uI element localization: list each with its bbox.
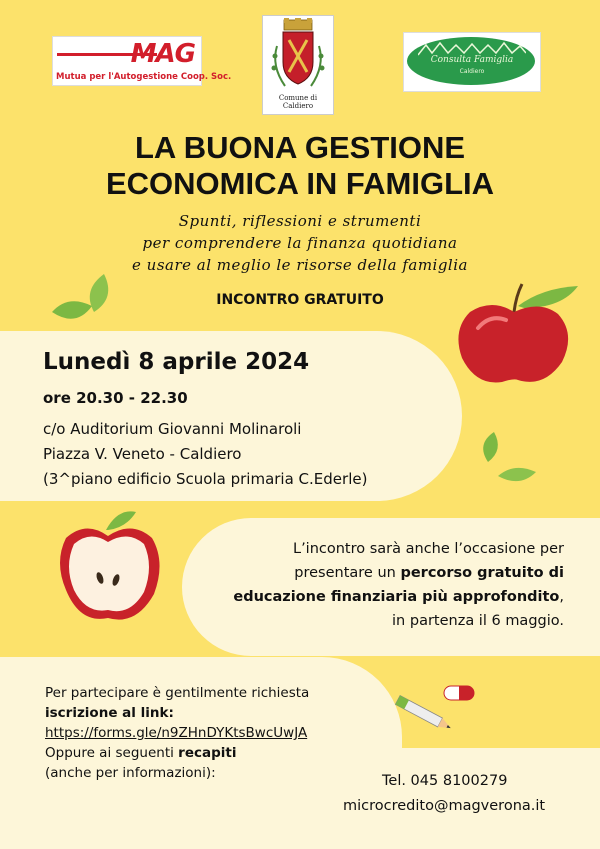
mag-logo-word: MAG (130, 39, 195, 69)
signup-line-2: iscrizione al link: (45, 705, 174, 721)
title-line-2: ECONOMICA IN FAMIGLIA (105, 166, 495, 201)
course-free-path: percorso gratuito di (400, 565, 564, 581)
signup-link[interactable]: https://forms.gle/n9ZHnDYKtsBwcUwJA (45, 725, 308, 741)
consulta-title: Consulta Famiglia (430, 55, 514, 65)
coat-of-arms-icon (263, 16, 333, 102)
page-title (0, 130, 600, 202)
leaves-icon-right (474, 432, 538, 488)
leaves-icon (46, 272, 116, 334)
event-address: Piazza V. Veneto - Caldiero (43, 445, 242, 463)
course-line-1: L’incontro sarà anche l’occasione per (292, 541, 564, 557)
course-financial-education: educazione finanziaria più approfondito (233, 589, 560, 605)
apple-half-icon (56, 506, 166, 630)
signup-paragraph (45, 683, 375, 783)
contact-phone: Tel. 045 8100279 (382, 773, 508, 789)
event-date: Lunedì 8 aprile 2024 (43, 349, 310, 375)
comune-caldiero-logo (262, 15, 334, 115)
consulta-famiglia-logo (403, 32, 541, 92)
signup-line-1: Per partecipare è gentilmente richiesta (45, 685, 310, 701)
course-line-2: presentare un percorso gratuito di (294, 565, 564, 581)
mag-logo (52, 36, 232, 86)
red-apple-icon (452, 278, 582, 390)
comune-label: Comune di Caldiero (278, 94, 318, 110)
consulta-subtitle: Caldiero (459, 68, 485, 75)
course-line-4: in partenza il 6 maggio. (392, 613, 564, 629)
subtitle-line-1: Spunti, riflessioni e strumenti (178, 212, 422, 230)
event-time: ore 20.30 - 22.30 (43, 389, 188, 407)
mag-logo-subtitle: Mutua per l'Autogestione Coop. Soc. (56, 72, 232, 82)
pencil-pill-icon (388, 680, 488, 742)
course-line-3: educazione finanziaria più approfondito, (233, 589, 564, 605)
course-paragraph (184, 537, 564, 633)
subtitle-line-3: e usare al meglio le risorse della famiglia (132, 256, 468, 274)
title-line-1: LA BUONA GESTIONE (134, 130, 466, 165)
subtitle (0, 210, 600, 276)
signup-line-4: Oppure ai seguenti recapiti (45, 745, 237, 761)
subtitle-line-2: per comprendere la finanza quotidiana (142, 234, 458, 252)
event-note: (3^piano edificio Scuola primaria C.Ederle) (43, 470, 368, 488)
contact-email[interactable]: microcredito@magverona.it (343, 798, 546, 814)
free-event-label: INCONTRO GRATUITO (216, 292, 384, 308)
event-venue: c/o Auditorium Giovanni Molinaroli (43, 420, 302, 438)
signup-line-5: (anche per informazioni): (45, 765, 216, 781)
